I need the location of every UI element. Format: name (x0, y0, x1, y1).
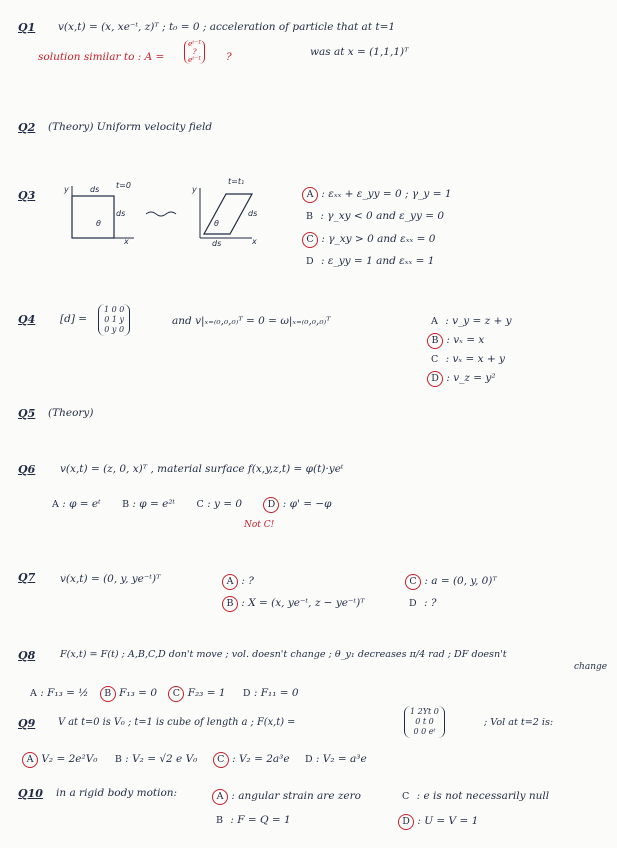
q4-statement: and v|ₓ₌₍₀,₀,₀₎ᵀ = 0 = ω|ₓ₌₍₀,₀,₀₎ᵀ (172, 315, 331, 327)
q10-statement: in a rigid body motion: (56, 787, 178, 799)
q5-statement: (Theory) (48, 407, 94, 419)
q1-red-matrix: eᵗ⁻¹ ? eᵗ⁻¹ (184, 40, 205, 64)
q10-option-a: A : angular strain are zero (212, 784, 361, 808)
q10-option-b: B : F = Q = 1 (216, 814, 291, 826)
q9-options (22, 752, 367, 768)
q4-option-d: D : v_z = y² (427, 369, 512, 388)
q3-number: Q3 (18, 189, 36, 202)
q6-option-a: A : φ = eᵗ (52, 498, 101, 510)
q6-options (52, 497, 332, 513)
q4-options (427, 312, 512, 388)
q1-statement-cont: was at x = (1,1,1)ᵀ (310, 46, 409, 58)
q3-option-d: D : ε_yy = 1 and εₓₓ = 1 (306, 255, 435, 267)
q6-number: Q6 (18, 463, 36, 476)
q8-option-d: D : F₁₁ = 0 (242, 687, 299, 699)
q8-option-b: B F₁₃ = 0 (100, 687, 157, 699)
q8-options (30, 686, 299, 702)
q4-lhs: [d] = (60, 313, 88, 325)
q3-option-a: A : εₓₓ + ε_yy = 0 ; γ_y = 1 (302, 183, 452, 205)
q8-option-c: C F₂₃ = 1 (168, 687, 225, 699)
q4-option-c: C : vₓ = x + y (431, 353, 505, 365)
q9-option-d: D : V₂ = a³e (304, 753, 367, 765)
q1-red-question: ? (226, 51, 232, 63)
q6-option-c: C : y = 0 (196, 498, 243, 510)
q10-option-c: C : e is not necessarily null (402, 790, 550, 802)
q3-option-b: B : γ_xy < 0 and ε_yy = 0 (306, 210, 445, 222)
q3-deformation-figure (52, 176, 262, 246)
q10-options-right (398, 784, 549, 833)
svg-text:ds: ds (90, 185, 100, 194)
q4-option-b: B : vₓ = x (427, 331, 512, 350)
q10-option-d: D : U = V = 1 (398, 809, 549, 833)
svg-text:ds: ds (116, 209, 126, 218)
q7-option-b: B : X = (x, ye⁻ᵗ, z − ye⁻ᵗ)ᵀ (222, 592, 365, 614)
q3-option-c: C : γ_xy > 0 and εₓₓ = 0 (302, 228, 452, 250)
q7-options-left (222, 570, 365, 614)
q9-number: Q9 (18, 717, 36, 730)
q1-red-note: solution similar to : A = (38, 51, 165, 63)
q3-t1-label: t=t₁ (228, 177, 245, 186)
q3-theta-label-1: θ (214, 219, 219, 228)
svg-text:ds: ds (248, 209, 258, 218)
q9-option-c: C : V₂ = 2a³e (213, 753, 290, 765)
q8-statement: F(x,t) = F(t) ; A,B,C,D don't move ; vol. doesn't change ; θ_y₁ decreases π/4 rad ; DF doesn't (60, 649, 507, 660)
q1-statement: v(x,t) = (x, xe⁻ᵗ, z)ᵀ ; t₀ = 0 ; acceleration of particle that at t=1 (58, 21, 396, 33)
q5-number: Q5 (18, 407, 36, 420)
q7-options-right (405, 570, 497, 615)
q9-option-b: B : V₂ = √2 e V₀ (114, 753, 198, 765)
svg-text:x: x (252, 237, 257, 246)
q2-number: Q2 (18, 121, 36, 134)
q7-option-c: C : a = (0, y, 0)ᵀ (405, 570, 497, 592)
q2-statement: (Theory) Uniform velocity field (48, 121, 213, 133)
svg-text:y: y (64, 185, 69, 194)
q8-statement-cont: change (574, 662, 608, 672)
q8-option-a: A : F₁₃ = ½ (30, 687, 89, 699)
q3-theta-label-0: θ (96, 219, 101, 228)
q6-option-d: D : φ' = −φ (263, 498, 331, 510)
q4-matrix: 1 0 0 0 1 y 0 y 0 (98, 304, 130, 336)
q9-matrix: 1 2Yt 0 0 t 0 0 0 eᵗ (404, 706, 445, 738)
q4-number: Q4 (18, 313, 36, 326)
q7-number: Q7 (18, 571, 36, 584)
svg-text:x: x (124, 237, 129, 246)
q9-statement-cont: ; Vol at t=2 is: (484, 717, 554, 728)
q7-statement: v(x,t) = (0, y, ye⁻ᵗ)ᵀ (60, 573, 161, 585)
q6-statement: v(x,t) = (z, 0, x)ᵀ , material surface f(x,y,z,t) = φ(t)·yeᵗ (60, 463, 344, 475)
svg-text:ds: ds (212, 239, 222, 248)
q7-option-a: A : ? (222, 570, 365, 592)
q9-statement: V at t=0 is V₀ ; t=1 is cube of length a ; F(x,t) = (58, 717, 296, 728)
q4-option-a: A : v_y = z + y (431, 315, 512, 327)
q10-options-left (212, 784, 361, 833)
q1-number: Q1 (18, 21, 36, 34)
q10-number: Q10 (18, 787, 43, 800)
q8-number: Q8 (18, 649, 36, 662)
q9-option-a: A V₂ = 2e²V₀ (22, 753, 98, 765)
svg-text:y: y (192, 185, 197, 194)
q6-red-note: Not C! (244, 520, 275, 530)
q3-t0-label: t=0 (116, 181, 131, 190)
q6-option-b: B : φ = e²ᵗ (122, 498, 176, 510)
q3-options (302, 183, 452, 273)
q7-option-d: D : ? (409, 597, 437, 609)
